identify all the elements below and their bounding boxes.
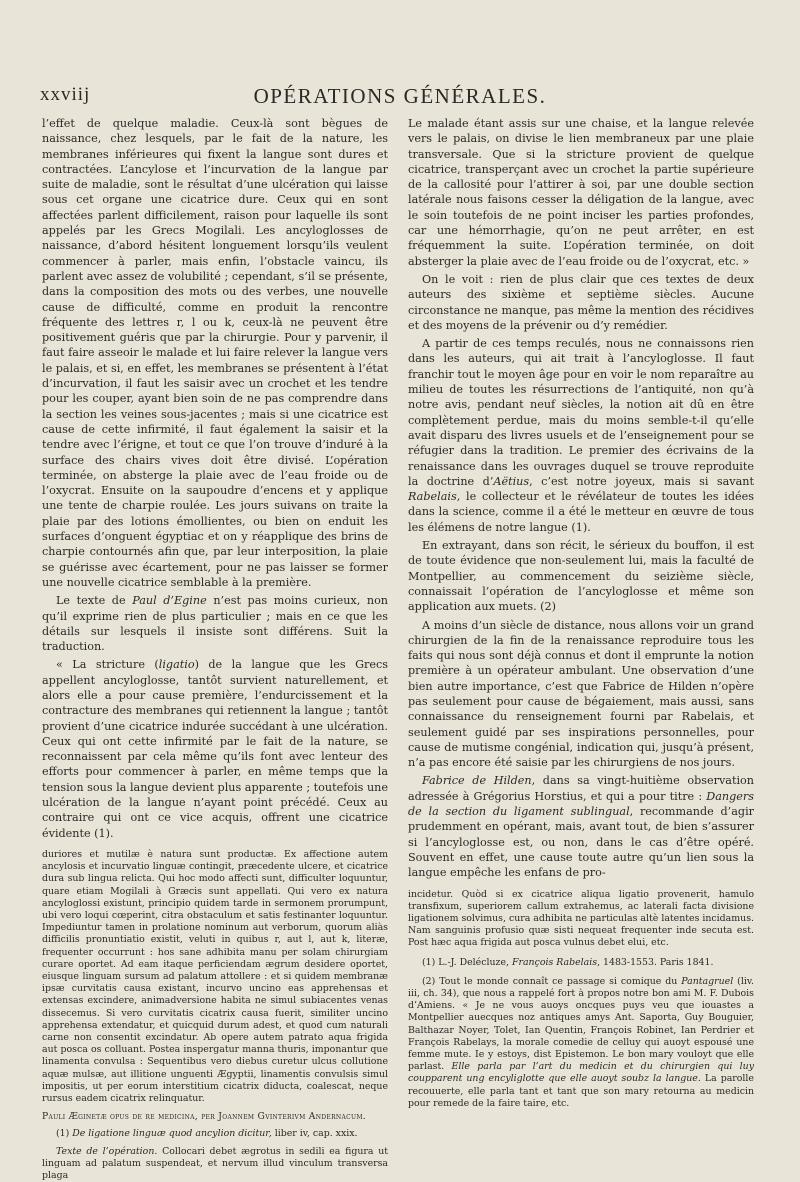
paragraph: « La stricture (ligatio) de la langue que les Grecs appellent ancyloglosse, tantôt survient naturellement, et alors elle a pour cause première, l’endurcissement et la contracture des membranes qui retiennent la langue ; tantôt provient d’une cicatrice indurée succédant à une ulcération. Ceux qui ont cette infirmité par le fait de la nature, se reconnaissent par cela même qu’ils font avec lenteur des efforts pour commencer à parler, en même temps que la tension sous la langue devient plus apparente ; toutefois une ulcération de la langue n’ayant point précédé. Ceux au contraire qui ont ce vice acquis, offrent une cicatrice évidente (1). <box>42 658 388 840</box>
running-title: OPÉRATIONS GÉNÉRALES. <box>253 84 547 108</box>
latin-text: duriores et mutilæ è natura sunt productæ. Ex affectione autem ancylosis et incurvatio linguæ contingit, præcedente ulcere, et cicatrice dura sub lingua relicta. Qui hoc modo affecti sunt, difficulter loquuntur, quare etiam Mogilali à Græcis sunt appellati. Qui vero ex natura ancyloglossi existunt, principio quidem tarde in sermonem prorumpunt, ubi vero loqui cœperint, citra obstaculum et satis festinanter loquuntur. Impediuntur tamen in prolatione nominum aut verborum, quorum aliàs difficilis pronuntiatio existit, veluti in quibus r, aut l, aut k, literæ, frequenter occurrunt : hos sane adhibita manu per solam chirurgiam curare oportet. Ad eam itaque perficiendam ægrum desidere oportet, eiusque linguam sursum ad palatum attollere : et si quidem membranæ ipsæ curvitatis causa existant, incurvo uncino eas apprehensas et extensas excindere, animadversione habita ne simul subiacentes venas dissecemus. Si vero curvitatis cicatrix causa fuerit, similiter uncino apprehensa extendatur, et quicquid durum adest, et quod cum naturali carne non consentit excindatur. Ab opere autem patrato aqua frigida aut posca os colluant. Postea inspergatur manna thuris, imponantur que linamenta convulsa : Sequentibus vero diebus curetur ulcus collutione aquæ mulsæ, aut illitione unguenti Ægyptii, linamentis convulsis simul impositis, ut per eorum interstitium cicatrix diducta, coalescat, neque rursus eadem cicatrix relinquatur. <box>42 848 388 1105</box>
paragraph: On le voit : rien de plus clair que ces textes de deux auteurs des sixième et septième siècles. Aucune circonstance ne manque, pas même la mention des récidives et des moyens de la prévenir ou d’y remédier. <box>408 272 754 332</box>
paragraph: Le malade étant assis sur une chaise, et la langue relevée vers le palais, on divise le lien membraneux par une plaie transversale. Que si la stricture provient de quelque cicatrice, transperçant avec un crochet la partie supérieure de la callosité pour l’attirer à soi, par une double section latérale nous faisons cesser la déligation de la langue, avec le soin toutefois de ne point inciser les parties profondes, car une hémorrhagie, qu’on ne peut arrêter, en est fréquemment la suite. L’opération terminée, on doit absterger la plaie avec de l’eau froide ou de l’oxycrat, etc. » <box>408 117 754 268</box>
left-column <box>42 116 388 1182</box>
footnote-continuation: Texte de l’opération. Collocari debet ægrotus in sedili ea figura ut linguam ad palatum suspendeat, et nervum illud vinculum transversa plaga <box>42 1145 388 1182</box>
paragraph: En extrayant, dans son récit, le sérieux du bouffon, il est de toute évidence que non-seulement lui, mais la faculté de Montpellier, au commencement du seizième siècle, connaissait l’opération de l’ancyloglosse et même son application aux muets. (2) <box>408 539 754 614</box>
paragraph: A partir de ces temps reculés, nous ne connaissons rien dans les auteurs, qui ait trait à l’ancyloglosse. Il faut franchir tout le moyen âge pour en voir le nom reparaître au milieu de toutes les résurrections de l’antiquité, non qu’à notre avis, pendant neuf siècles, la notion ait dû en être complètement perdue, mais du moins semble-t-il qu’elle avait disparu des livres usuels et de l’enseignement pour se réfugier dans la tradition. Le premier des écrivains de la renaissance dans les ouvrages duquel se trouve reproduite la doctrine d’Aëtius, c’est notre joyeux, mais si savant Rabelais, le collecteur et le révélateur de toutes les idées dans la science, comme il a été le metteur en œuvre de tous les élémens de notre langue (1). <box>408 337 754 534</box>
paragraph: A moins d’un siècle de distance, nous allons voir un grand chirurgien de la fin de la renaissance reproduire tous les faits qui nous sont déjà connus et dont il emprunte la notion première à un opérateur ambulant. Une observation d’une bien autre importance, c’est que Fabrice de Hilden n’opère pas seulement pour cause de bégaiement, mais aussi, sans connaissance du renseignement fourni par Rabelais, et seulement guidé par ses inspirations personnelles, pour cause de mutisme congénial, indication qui, jusqu’à présent, n’a pas encore été saisie par les chirurgiens de nos jours. <box>408 618 754 770</box>
right-column <box>408 116 754 1110</box>
footnote: (1) De ligatione linguæ quod ancylion dicitur, liber iv, cap. xxix. <box>56 1128 358 1140</box>
paragraph: Fabrice de Hilden, dans sa vingt-huitième observation adressée à Grégorius Horstius, et qui a pour titre : Dangers de la section du ligament sublingual, recommande d’agir prudemment en opérant, mais, avant tout, de bien s’assurer si l’ancyloglosse est, ou non, dans le cas d’être opéré. Souvent en effet, une cause toute autre qu’un lien sous la langue empêche les enfans de pro- <box>408 774 754 880</box>
page-number: xxviij <box>40 84 91 105</box>
page-header <box>40 84 760 108</box>
footnote: (2) Tout le monde connaît ce passage si comique du Pantagruel (liv. iii, ch. 34), que nous a rappelé fort à propos notre bon ami M. F. Dubois d’Amiens. « Je ne vous auoys oncques puys veu que iouastes a Montpellier auecques noz antiques amys Ant. Saporta, Guy Bouguier, Balthazar Noyer, Tolet, Ian Quentin, François Robinet, Ian Perdrier et François Rabelays, la morale comedie de celluy qui auoyt espousé une femme mute. Ie y estoys, dist Epistemon. Le bon mary vouloyt que elle parlast. Elle parla par l’art du medicin et du chirurgien qui luy coupparent ung encyliglotte que elle auoyt soubz la langue. La parolle recouuerte, elle parla tant et tant que son mary retourna au medicin pour remede de la faire taire, etc. <box>408 975 755 1109</box>
source-citation: Pauli Æginetæ opus de re medicina, per Joannem Gvinterivm Andernacum. <box>42 1111 366 1123</box>
latin-note <box>42 849 388 1182</box>
paragraph: l’effet de quelque maladie. Ceux-là sont bègues de naissance, chez lesquels, par le fait de la nature, les membranes inférieures qui fixent la langue sont dures et contractées. L’ancylose et l’incurvation de la langue par suite de maladie, sont le résultat d’une ulcération qui laisse sous cet organe une cicatrice dure. Ceux qui en sont affectées parlent difficilement, raison pour laquelle ils sont appelés par les Grecs Mogilali. Les ancyloglosses de naissance, d’abord hésitent longuement lorsqu’ils veulent commencer à parler, mais enfin, l’obstacle vaincu, ils parlent avec assez de volubilité ; cependant, s’il se présente, dans la composition des mots ou des verbes, une nouvelle cause de difficulté, comme en produit la rencontre fréquente des lettres r, l ou k, ceux-là ne peuvent être positivement guéris que par la chirurgie. Pour y parvenir, il faut faire asseoir le malade et lui faire relever la langue vers le palais, et si, en effet, les membranes se présentent à l’état d’incurvation, il faut les saisir avec un crochet et les tendre pour les couper, ayant bien soin de ne pas comprendre dans la section les veines sous-jacentes ; mais si une cicatrice est cause de cette infirmité, il faut également la saisir et la tendre avec l’érigne, et tout ce que l’on trouve d’induré à la surface des chairs vives doit être divisé. L’opération terminée, on absterge la plaie avec de l’eau froide ou de l’oxycrat. Ensuite on la saupoudre d’encens et y applique une tente de charpie roulée. Les jours suivans on traite la plaie par des lotions émollientes, ou bien on enduit les surfaces d’onguent égyptiac et on y réapplique des brins de charpie contournés afin que, par leur interposition, la plaie se guérisse avec écartement, pour ne pas laisser se former une nouvelle cicatrice semblable à la première. <box>42 117 388 589</box>
notes-block <box>408 889 754 1110</box>
footnote: (1) L.-J. Delécluze, François Rabelais, 1483-1553. Paris 1841. <box>422 956 714 968</box>
latin-text: incidetur. Quòd si ex cicatrice aliqua ligatio provenerit, hamulo transfixum, superiorem callum extrahemus, ac laterali facta divisione ligationem solvimus, cura adhibita ne particulas altè latentes incidamus. Nam sanguinis profusio quæ sisti nequeat frequenter inde secuta est. Post hæc aqua frigida aut posca vulnus debet elui, etc. <box>408 888 754 949</box>
paragraph: Le texte de Paul d’Egine n’est pas moins curieux, non qu’il exprime rien de plus particulier ; mais en ce que les détails sur lesquels il insiste sont différens. Suit la traduction. <box>42 594 389 654</box>
